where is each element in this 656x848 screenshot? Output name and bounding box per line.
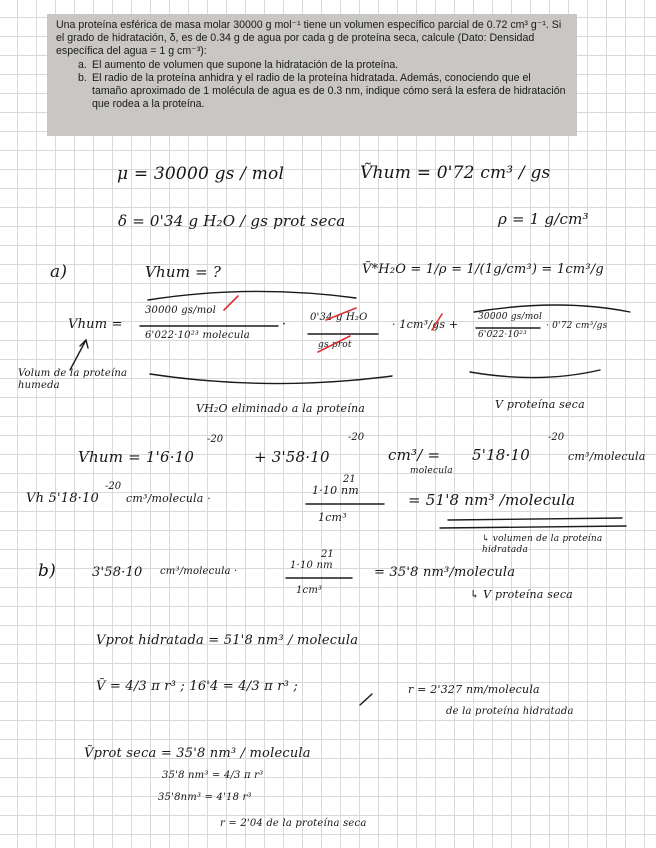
b-line-7: r = 2'04 de la proteína seca xyxy=(220,818,367,829)
fraction-3-denominator: 6'022·10²³ xyxy=(478,330,527,340)
result-1-units: cm³/ = xyxy=(388,446,441,464)
b-line-1-conversion-denominator: 1cm³ xyxy=(296,585,323,596)
b-line-1-term: 3'58·10 xyxy=(92,565,143,580)
overbrace-stroke xyxy=(148,291,356,300)
result-2-term: Vh 5'18·10 xyxy=(26,491,99,506)
underbrace-stroke xyxy=(470,370,600,378)
b-line-6: 35'8nm³ = 4'18 r³ xyxy=(158,792,252,803)
problem-intro: Una proteína esférica de masa molar 30000 g mol⁻¹ tiene un volumen específico parcial de 0.72 cm³ g⁻¹. Si el grado de hidratación, δ, es de 0.34 g de agua por cada g de proteína seca, calcule (Dato: Densidad específica del agua = 1 g cm⁻³): xyxy=(56,19,562,58)
note-water-specific-volume: Ṽ*H₂O = 1/ρ = 1/(1g/cm³) = 1cm³/g xyxy=(362,262,604,277)
b-line-2: Vprot hidratada = 51'8 nm³ / molecula xyxy=(96,633,359,648)
underline-stroke xyxy=(440,526,626,528)
exponent: -20 xyxy=(348,432,365,443)
problem-item-b xyxy=(78,71,569,112)
result-2-note: ↳ volumen de la proteína hidratada xyxy=(482,534,603,555)
result-2-units: cm³/molecula · xyxy=(126,492,211,505)
b-line-1-conversion-numerator: 1·10 nm xyxy=(290,560,333,571)
cancel-mark xyxy=(224,296,238,310)
section-b-label: b) xyxy=(38,561,56,581)
result-1-value-units: cm³/molecula xyxy=(568,450,646,463)
note-molar-mass: μ = 30000 gs / mol xyxy=(117,164,285,184)
note-vhum-unknown: Vhum = ? xyxy=(145,263,222,281)
exponent: 21 xyxy=(321,549,334,560)
result-1-term-b: + 3'58·10 xyxy=(254,448,330,466)
note-water-removed-label: VH₂O eliminado a la proteína xyxy=(196,402,365,415)
note-water-term: · 1cm³/gs + xyxy=(392,318,459,331)
b-line-1-note: ↳ V proteína seca xyxy=(470,588,573,601)
item-marker: b. xyxy=(78,71,87,84)
item-text: El radio de la proteína anhidra y el radio de la proteína hidratada. Además, conociendo que el tamaño aproximado de 1 molécula de agua es de 0.3 nm, indique cómo será la esfera de hidratación que rodea a la proteína. xyxy=(92,71,566,111)
exponent: 21 xyxy=(343,474,356,485)
item-marker: a. xyxy=(78,58,87,71)
fraction-3-numerator: 30000 gs/mol xyxy=(478,312,543,322)
b-line-3-result: r = 2'327 nm/molecula xyxy=(408,683,540,696)
result-1-units-sub: molecula xyxy=(410,466,453,476)
dot-operator: · xyxy=(282,317,287,332)
problem-item-a xyxy=(78,58,569,72)
fraction-2-denominator: gs prot xyxy=(318,340,352,350)
note-dry-protein-label: V proteína seca xyxy=(495,398,585,411)
fraction-2-numerator: 0'34 g H₂O xyxy=(310,312,368,323)
overbrace-stroke xyxy=(474,305,630,312)
exponent: -20 xyxy=(207,434,224,445)
fraction-1-numerator: 30000 gs/mol xyxy=(145,305,216,316)
b-line-5: 35'8 nm³ = 4/3 π r³ xyxy=(162,770,264,781)
exponent: -20 xyxy=(548,432,565,443)
slash-stroke xyxy=(360,694,372,705)
b-line-1-result: = 35'8 nm³/molecula xyxy=(374,565,516,580)
section-a-label: a) xyxy=(50,262,68,282)
b-line-3-note: de la proteína hidratada xyxy=(446,706,574,717)
note-vhum-label: Vhum = xyxy=(68,317,123,332)
item-text: El aumento de volumen que supone la hidratación de la proteína. xyxy=(92,58,399,71)
result-2-conversion-denominator: 1cm³ xyxy=(318,511,347,524)
result-2-conversion-numerator: 1·10 nm xyxy=(312,484,359,497)
note-specific-volume: Ṽhum = 0'72 cm³ / gs xyxy=(360,163,551,183)
underline-stroke xyxy=(448,518,622,520)
fraction-1-denominator: 6'022·10²³ molecula xyxy=(145,330,250,341)
result-1-value: 5'18·10 xyxy=(472,446,531,464)
b-line-3: Ṽ = 4/3 π r³ ; 16'4 = 4/3 π r³ ; xyxy=(96,679,298,694)
note-side-label: Volum de la proteína humeda xyxy=(18,368,128,391)
underbrace-stroke xyxy=(150,374,392,384)
exponent: -20 xyxy=(105,481,122,492)
b-line-4: Ṽprot seca = 35'8 nm³ / molecula xyxy=(84,746,311,761)
result-2-value: = 51'8 nm³ /molecula xyxy=(408,491,576,509)
result-1-term-a: Vhum = 1'6·10 xyxy=(78,448,195,466)
note-hydration-degree: δ = 0'34 g H₂O / gs prot seca xyxy=(118,212,346,230)
note-protein-term: · 0'72 cm³/gs xyxy=(546,321,608,331)
arrow-stroke xyxy=(70,340,88,370)
problem-statement xyxy=(47,14,577,136)
note-water-density: ρ = 1 g/cm³ xyxy=(498,210,589,228)
b-line-1-units: cm³/molecula · xyxy=(160,566,238,577)
problem-items xyxy=(56,59,569,112)
